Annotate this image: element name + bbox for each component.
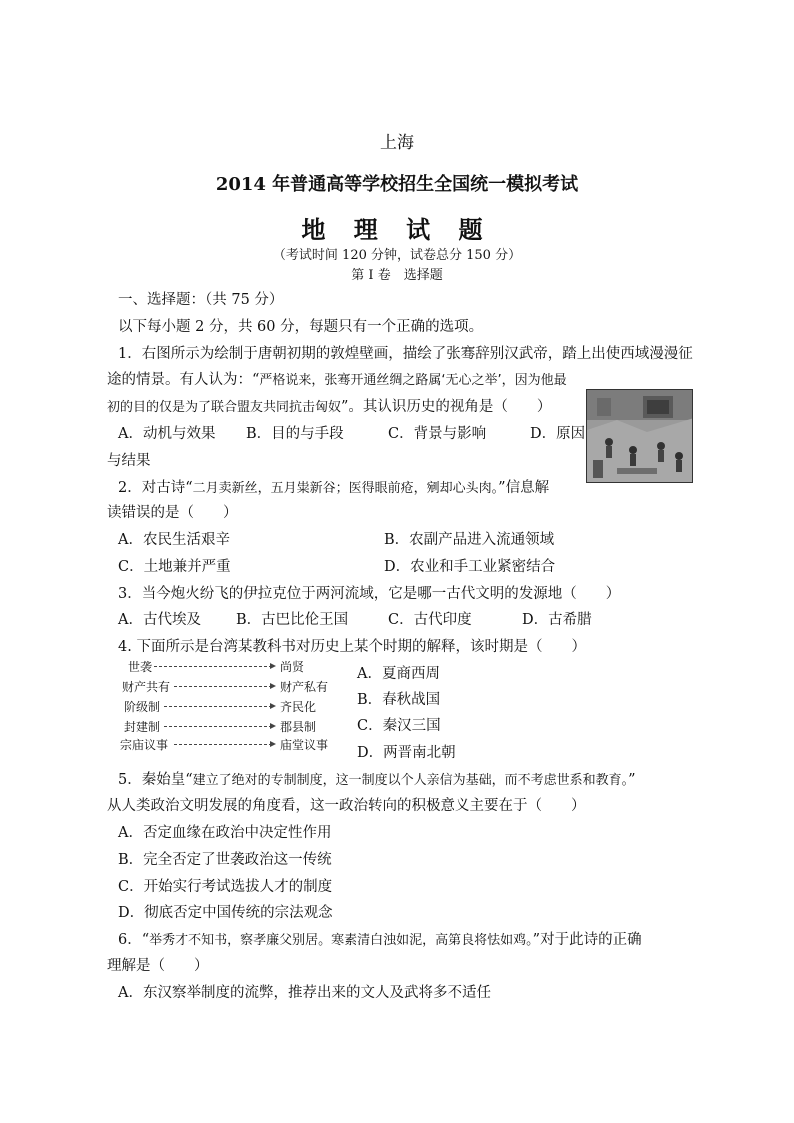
q2-line1 bbox=[118, 478, 549, 499]
q2-quote: 二月卖新丝，五月粜新谷；医得眼前疮，剜却心头肉。 bbox=[192, 481, 499, 496]
diagram-to-item: 财产私有 bbox=[280, 680, 329, 694]
diagram-from-item: 阶级制 bbox=[124, 700, 161, 714]
q5-line2: 从人类政治文明发展的角度看，这一政治转向的积极意义主要在于（ ） bbox=[107, 798, 586, 814]
q5-line1-text: 5．秦始皇“ bbox=[118, 772, 193, 788]
q1-option-d-cont: 与结果 bbox=[107, 453, 151, 469]
q1-quote-part2: 初的目的仅是为了联合盟友共同抗击匈奴 bbox=[107, 400, 342, 415]
q3-option-c: C．古代印度 bbox=[388, 612, 472, 628]
q5-option-c: C．开始实行考试选拔人才的制度 bbox=[118, 879, 333, 895]
diagram-arrow bbox=[174, 686, 272, 688]
q4-option-a: A．夏商西周 bbox=[357, 666, 440, 682]
q1-line3 bbox=[107, 397, 551, 418]
q3-option-a: A．古代埃及 bbox=[118, 612, 201, 628]
q1-line1: 1．右图所示为绘制于唐朝初期的敦煌壁画，描绘了张骞辞别汉武帝，踏上出使西域漫漫征 bbox=[118, 346, 693, 362]
q2-option-b: B．农副产品进入流通领域 bbox=[384, 532, 555, 548]
subject-title: 地 理 试 题 bbox=[301, 215, 493, 244]
q1-option-b: B．目的与手段 bbox=[246, 426, 344, 442]
q4-line1: 4. 下面所示是台湾某教科书对历史上某个时期的解释，该时期是（ ） bbox=[118, 639, 586, 655]
q6-line1 bbox=[118, 930, 642, 951]
time-info: （考试时间 120 分钟，试卷总分 150 分） bbox=[272, 248, 522, 263]
q6-line1-tail: ”对于此诗的正确 bbox=[532, 932, 642, 948]
q5-quote: 建立了绝对的专制制度，这一制度以个人亲信为基础，而不考虑世系和教育。 bbox=[192, 773, 629, 788]
q2-line2: 读错误的是（ ） bbox=[107, 505, 238, 521]
diagram-from-item: 宗庙议事 bbox=[120, 738, 169, 752]
q5-line1-tail: ” bbox=[628, 772, 636, 788]
q5-option-a: A．否定血缘在政治中决定性作用 bbox=[118, 825, 332, 841]
q4-option-c: C．秦汉三国 bbox=[357, 718, 441, 734]
q2-line1-tail: ”信息解 bbox=[498, 480, 550, 496]
q1-option-d: D．原因 bbox=[530, 426, 586, 442]
q5-option-b: B．完全否定了世袭政治这一传统 bbox=[118, 852, 332, 868]
q1-line2 bbox=[107, 370, 567, 391]
q3-option-b: B．古巴比伦王国 bbox=[236, 612, 349, 628]
q6-line2: 理解是（ ） bbox=[107, 958, 209, 974]
q1-option-c: C．背景与影响 bbox=[388, 426, 487, 442]
q6-line1-text: 6．“ bbox=[118, 932, 150, 948]
q1-option-a: A．动机与效果 bbox=[118, 426, 216, 442]
diagram-arrow bbox=[154, 666, 272, 668]
part-title: 第 I 卷 选择题 bbox=[351, 268, 443, 283]
diagram-to-item: 庙堂议事 bbox=[280, 738, 329, 752]
q2-option-c: C．土地兼并严重 bbox=[118, 559, 231, 575]
q4-option-b: B．春秋战国 bbox=[357, 692, 441, 708]
q4-option-d: D．两晋南北朝 bbox=[357, 745, 456, 761]
q1-line3-text: ”。其认识历史的视角是（ ） bbox=[341, 399, 552, 415]
dunhuang-mural-image bbox=[586, 389, 693, 483]
q2-option-d: D．农业和手工业紧密结合 bbox=[384, 559, 556, 575]
q3-option-d: D．古希腊 bbox=[522, 612, 592, 628]
q2-option-a: A．农民生活艰辛 bbox=[118, 532, 230, 548]
diagram-to-item: 郡县制 bbox=[280, 720, 317, 734]
q6-option-a: A．东汉察举制度的流弊，推荐出来的文人及武将多不适任 bbox=[118, 985, 491, 1001]
diagram-from-item: 封建制 bbox=[124, 720, 161, 734]
section-title: 一、选择题：（共 75 分） bbox=[118, 292, 284, 308]
diagram-to-item: 齐民化 bbox=[280, 700, 317, 714]
mural-picture bbox=[587, 390, 693, 483]
q1-quote-part1: 严格说来，张骞开通丝绸之路属‘无心之举’，因为他最 bbox=[259, 373, 567, 388]
q1-line2-text: 途的情景。有人认为：“ bbox=[107, 372, 260, 388]
exam-title: 2014 年普通高等学校招生全国统一模拟考试 bbox=[215, 174, 579, 195]
q2-line1-text: 2．对古诗“ bbox=[118, 480, 193, 496]
section-instruction: 以下每小题 2 分，共 60 分，每题只有一个正确的选项。 bbox=[118, 319, 484, 335]
diagram-from-item: 财产共有 bbox=[122, 680, 171, 694]
diagram-arrow bbox=[164, 706, 272, 708]
exam-city: 上海 bbox=[380, 133, 414, 153]
diagram-arrow bbox=[164, 726, 272, 728]
diagram-arrow bbox=[174, 744, 272, 746]
q5-line1 bbox=[118, 770, 636, 791]
q3-line1: 3．当今炮火纷飞的伊拉克位于两河流域，它是哪一古代文明的发源地（ ） bbox=[118, 586, 621, 602]
history-change-diagram bbox=[120, 656, 350, 756]
diagram-to-item: 尚贤 bbox=[280, 660, 305, 674]
q6-quote: 举秀才不知书，察孝廉父别居。寒素清白浊如泥，高第良将怯如鸡。 bbox=[149, 933, 533, 948]
q5-option-d: D．彻底否定中国传统的宗法观念 bbox=[118, 905, 333, 921]
diagram-from-item: 世袭 bbox=[128, 660, 153, 674]
